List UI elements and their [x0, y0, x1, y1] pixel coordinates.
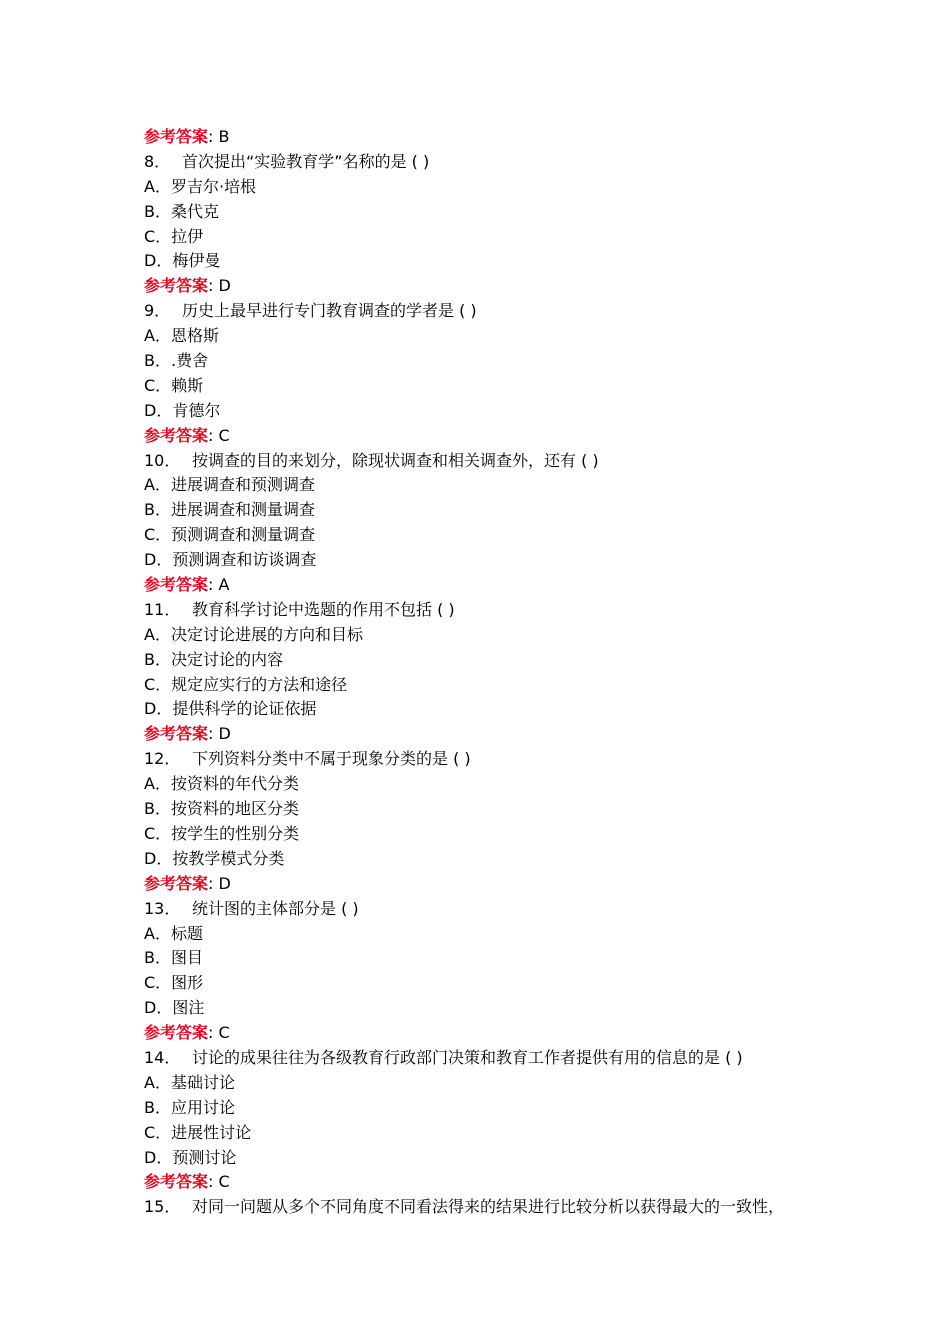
- question-line: [144, 299, 844, 324]
- answer-separator: :: [208, 425, 219, 445]
- option-text: D．梅伊曼: [144, 251, 221, 271]
- answer-line: [144, 722, 844, 747]
- answer-label: 参考答案: [144, 873, 209, 893]
- answer-line: [144, 1021, 844, 1046]
- answer-separator: :: [208, 276, 219, 296]
- option-text: D．提供科学的论证依据: [144, 699, 317, 719]
- option-line: [144, 623, 844, 648]
- option-line: [144, 673, 844, 698]
- option-line: [144, 1146, 844, 1171]
- answer-separator: :: [208, 873, 219, 893]
- option-text: C．赖斯: [144, 375, 204, 395]
- option-line: [144, 399, 844, 424]
- option-text: A．罗吉尔·培根: [144, 176, 257, 196]
- option-text: C．规定应实行的方法和途径: [144, 674, 348, 694]
- answer-line: [144, 424, 844, 449]
- question-number: 8．: [144, 151, 171, 171]
- option-line: [144, 175, 844, 200]
- answer-label: 参考答案: [144, 276, 209, 296]
- option-text: A．恩格斯: [144, 326, 219, 346]
- option-text: C．拉伊: [144, 226, 204, 246]
- option-text: C．进展性讨论: [144, 1122, 252, 1142]
- question-number: 14．: [144, 1047, 181, 1067]
- option-text: D．图注: [144, 998, 205, 1018]
- option-text: C．图形: [144, 973, 204, 993]
- question-line: [144, 1195, 844, 1220]
- answer-value: C: [218, 425, 230, 445]
- answer-value: C: [218, 1023, 230, 1043]
- option-line: [144, 797, 844, 822]
- answer-line: [144, 872, 844, 897]
- option-text: D．肯德尔: [144, 400, 221, 420]
- option-text: A．基础讨论: [144, 1072, 235, 1092]
- question-text: 对同一问题从多个不同角度不同看法得来的结果进行比较分析以获得最大的一致性，: [192, 1197, 785, 1217]
- answer-line: [144, 274, 844, 299]
- question-text: 统计图的主体部分是 ( ): [192, 898, 359, 918]
- option-line: [144, 772, 844, 797]
- option-line: [144, 946, 844, 971]
- option-line: [144, 548, 844, 573]
- answer-separator: :: [208, 724, 219, 744]
- option-line: [144, 922, 844, 947]
- answer-line: [144, 125, 844, 150]
- answer-line: [144, 573, 844, 598]
- option-line: [144, 498, 844, 523]
- option-line: [144, 249, 844, 274]
- answer-separator: :: [208, 1172, 219, 1192]
- answer-value: D: [218, 873, 231, 893]
- option-text: A．按资料的年代分类: [144, 774, 299, 794]
- option-line: [144, 697, 844, 722]
- question-text: 教育科学讨论中选题的作用不包括 ( ): [192, 599, 455, 619]
- option-line: [144, 374, 844, 399]
- question-text: 首次提出“实验教育学”名称的是 ( ): [182, 151, 430, 171]
- question-text: 讨论的成果往往为各级教育行政部门决策和教育工作者提供有用的信息的是 ( ): [192, 1047, 743, 1067]
- option-line: [144, 473, 844, 498]
- answer-separator: :: [208, 1023, 219, 1043]
- question-line: [144, 747, 844, 772]
- question-text: 下列资料分类中不属于现象分类的是 ( ): [192, 749, 471, 769]
- option-text: B．进展调查和测量调查: [144, 500, 315, 520]
- answer-separator: :: [208, 127, 219, 146]
- answer-line: [144, 1170, 844, 1195]
- question-line: [144, 598, 844, 623]
- option-text: B．.费舍: [144, 351, 209, 371]
- option-text: B．应用讨论: [144, 1097, 235, 1117]
- answer-value: D: [218, 276, 231, 296]
- option-text: B．图目: [144, 948, 203, 968]
- question-text: 按调查的目的来划分，除现状调查和相关调查外，还有 ( ): [192, 450, 599, 470]
- question-line: [144, 449, 844, 474]
- option-text: B．按资料的地区分类: [144, 799, 299, 819]
- answer-value: B: [218, 127, 230, 146]
- option-line: [144, 822, 844, 847]
- question-line: [144, 150, 844, 175]
- question-text: 历史上最早进行专门教育调查的学者是 ( ): [182, 301, 477, 321]
- option-line: [144, 1121, 844, 1146]
- question-number: 11．: [144, 599, 181, 619]
- question-number: 9．: [144, 301, 171, 321]
- question-line: [144, 1046, 844, 1071]
- question-line: [144, 897, 844, 922]
- answer-label: 参考答案: [144, 1172, 209, 1192]
- answer-value: A: [218, 575, 230, 595]
- option-line: [144, 200, 844, 225]
- answer-label: 参考答案: [144, 1023, 209, 1043]
- question-number: 12．: [144, 749, 181, 769]
- option-line: [144, 971, 844, 996]
- option-line: [144, 847, 844, 872]
- option-text: A．决定讨论进展的方向和目标: [144, 624, 363, 644]
- option-text: C．预测调查和测量调查: [144, 525, 316, 545]
- question-number: 15．: [144, 1197, 181, 1217]
- option-text: D．按教学模式分类: [144, 848, 285, 868]
- document-page: [144, 125, 844, 1220]
- answer-label: 参考答案: [144, 425, 209, 445]
- option-line: [144, 225, 844, 250]
- option-line: [144, 1096, 844, 1121]
- option-text: D．预测调查和访谈调查: [144, 550, 317, 570]
- option-text: C．按学生的性别分类: [144, 823, 300, 843]
- answer-label: 参考答案: [144, 127, 209, 146]
- option-line: [144, 996, 844, 1021]
- option-text: D．预测讨论: [144, 1147, 237, 1167]
- option-text: A．标题: [144, 923, 203, 943]
- answer-value: D: [218, 724, 231, 744]
- answer-value: C: [218, 1172, 230, 1192]
- option-text: B．桑代克: [144, 201, 219, 221]
- answer-separator: :: [208, 575, 219, 595]
- option-line: [144, 349, 844, 374]
- option-line: [144, 1071, 844, 1096]
- question-number: 10．: [144, 450, 181, 470]
- option-text: A．进展调查和预测调查: [144, 475, 315, 495]
- answer-label: 参考答案: [144, 575, 209, 595]
- option-line: [144, 523, 844, 548]
- question-number: 13．: [144, 898, 181, 918]
- option-line: [144, 324, 844, 349]
- option-line: [144, 648, 844, 673]
- option-text: B．决定讨论的内容: [144, 649, 283, 669]
- answer-label: 参考答案: [144, 724, 209, 744]
